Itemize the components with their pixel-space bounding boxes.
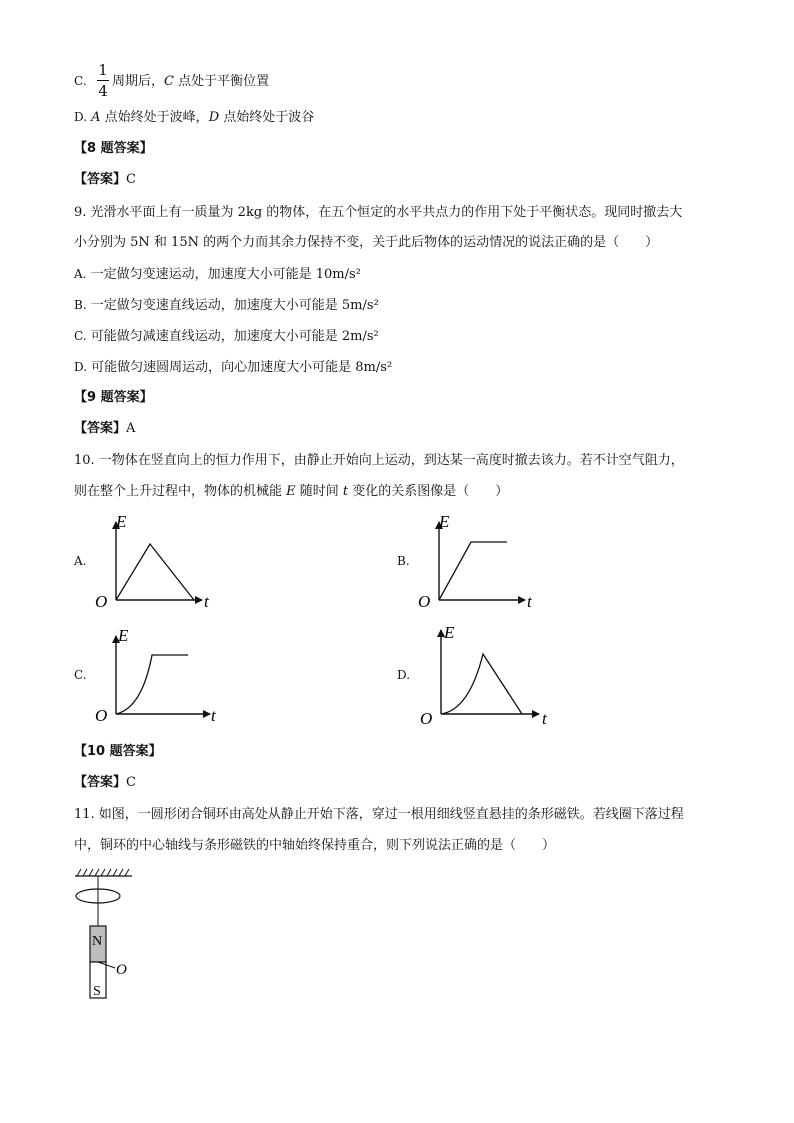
q8-option-d-var1: A <box>91 110 101 125</box>
q9-answer-header: 【9 题答案】 <box>74 390 153 405</box>
q9-option-letter: C. <box>74 329 87 343</box>
q9-answer-label: 【答案】 <box>74 421 127 436</box>
q9-option-text: 可能做匀速圆周运动，向心加速度大小可能是 8m/s² <box>91 360 393 375</box>
q8-option-c-text2: 点处于平衡位置 <box>173 74 270 89</box>
q8-option-c-text <box>112 72 269 92</box>
graph-b <box>415 508 545 612</box>
q8-option-d-text1: 点始终处于波峰， <box>100 110 209 125</box>
q9-stem-line1: 9. 光滑水平面上有一质量为 2kg 的物体，在五个恒定的水平共点力的作用下处于平衡状态。现同时撤去大 <box>74 205 683 220</box>
graph-d-letter: D. <box>397 668 411 682</box>
q10-answer-label: 【答案】 <box>74 775 127 790</box>
q10-stem-line2-c: 变化的关系图像是（ ） <box>348 484 509 499</box>
q8-answer-header: 【8 题答案】 <box>74 141 153 156</box>
q8-option-c-text1: 周期后， <box>112 74 165 89</box>
ceiling-hatch <box>77 869 129 876</box>
fraction-denominator: 4 <box>98 82 108 100</box>
y-axis-label: E <box>116 512 127 531</box>
q8-option-d-letter: D. <box>74 110 88 124</box>
fraction-numerator: 1 <box>98 61 108 79</box>
q8-option-c-var: C <box>164 74 174 89</box>
graph-b-letter: B. <box>397 554 410 568</box>
fraction-bar <box>97 80 109 81</box>
graph-d <box>415 622 555 730</box>
q8-answer-label: 【答案】 <box>74 172 127 187</box>
q8-option-c-letter: C. <box>74 74 87 88</box>
q9-option-a <box>74 264 361 285</box>
q9-option-text: 可能做匀减速直线运动，加速度大小可能是 2m/s² <box>90 329 379 344</box>
origin-label: O <box>420 709 433 728</box>
y-axis-label: E <box>118 626 129 645</box>
q10-stem-var-e: E <box>286 484 296 499</box>
q8-option-d-var2: D <box>208 110 220 125</box>
quarter-fraction <box>97 62 109 99</box>
q9-option-letter: D. <box>74 360 88 374</box>
q9-option-d <box>74 357 392 378</box>
q8-option-d-text2: 点始终处于波谷 <box>219 110 315 125</box>
origin-label: O <box>95 706 108 725</box>
q9-option-text: 一定做匀变速运动，加速度大小可能是 10m/s² <box>90 267 361 282</box>
q10-answer <box>74 773 136 793</box>
energy-curve <box>439 542 507 600</box>
q10-stem-line2-b: 随时间 <box>295 484 343 499</box>
q10-stem-line2-a: 则在整个上升过程中，物体的机械能 <box>74 484 287 499</box>
y-axis-label: E <box>439 512 450 531</box>
q10-answer-header: 【10 题答案】 <box>74 744 162 759</box>
q8-option-d <box>74 107 314 128</box>
north-pole-label: N <box>92 934 103 949</box>
q9-option-text: 一定做匀变速直线运动，加速度大小可能是 5m/s² <box>90 298 379 313</box>
q9-answer-value: A <box>126 421 136 436</box>
x-axis-label: t <box>204 592 209 611</box>
q8-answer <box>74 170 136 190</box>
south-pole-label: S <box>93 984 101 999</box>
magnet-figure <box>70 864 140 1004</box>
q9-option-b <box>74 295 379 316</box>
energy-curve <box>116 544 194 600</box>
q9-option-letter: A. <box>74 267 87 281</box>
q10-answer-value: C <box>126 775 136 790</box>
x-axis-label: t <box>211 706 216 725</box>
q8-answer-value: C <box>126 172 136 187</box>
graph-a <box>92 508 222 612</box>
q10-stem-line2 <box>74 482 508 502</box>
graph-a-letter: A. <box>74 554 87 568</box>
x-axis-label: t <box>542 709 547 728</box>
center-label: O <box>116 962 127 978</box>
q9-answer <box>74 419 135 439</box>
x-axis-label: t <box>527 592 532 611</box>
origin-label: O <box>95 592 108 611</box>
energy-curve <box>116 655 188 714</box>
q9-option-letter: B. <box>74 298 87 312</box>
origin-label: O <box>418 592 431 611</box>
q10-stem-var-t: t <box>342 484 349 499</box>
q9-stem-line2: 小分别为 5N 和 15N 的两个力而其余力保持不变，关于此后物体的运动情况的说法正确的是（ ） <box>74 235 659 250</box>
y-axis-label: E <box>444 623 455 642</box>
q11-stem-line2: 中，铜环的中心轴线与条形磁铁的中轴始终保持重合，则下列说法正确的是（ ） <box>74 838 556 853</box>
q11-stem-line1: 11. 如图，一圆形闭合铜环由高处从静止开始下落，穿过一根用细线竖直悬挂的条形磁铁。若线圈下落过程 <box>74 807 684 822</box>
q10-stem-line1: 10. 一物体在竖直向上的恒力作用下，由静止开始向上运动，到达某一高度时撤去该力。若不计空气阻力， <box>74 453 684 468</box>
graph-c-letter: C. <box>74 668 87 682</box>
q9-option-c <box>74 326 379 347</box>
graph-c <box>92 622 222 726</box>
energy-curve <box>441 654 522 714</box>
